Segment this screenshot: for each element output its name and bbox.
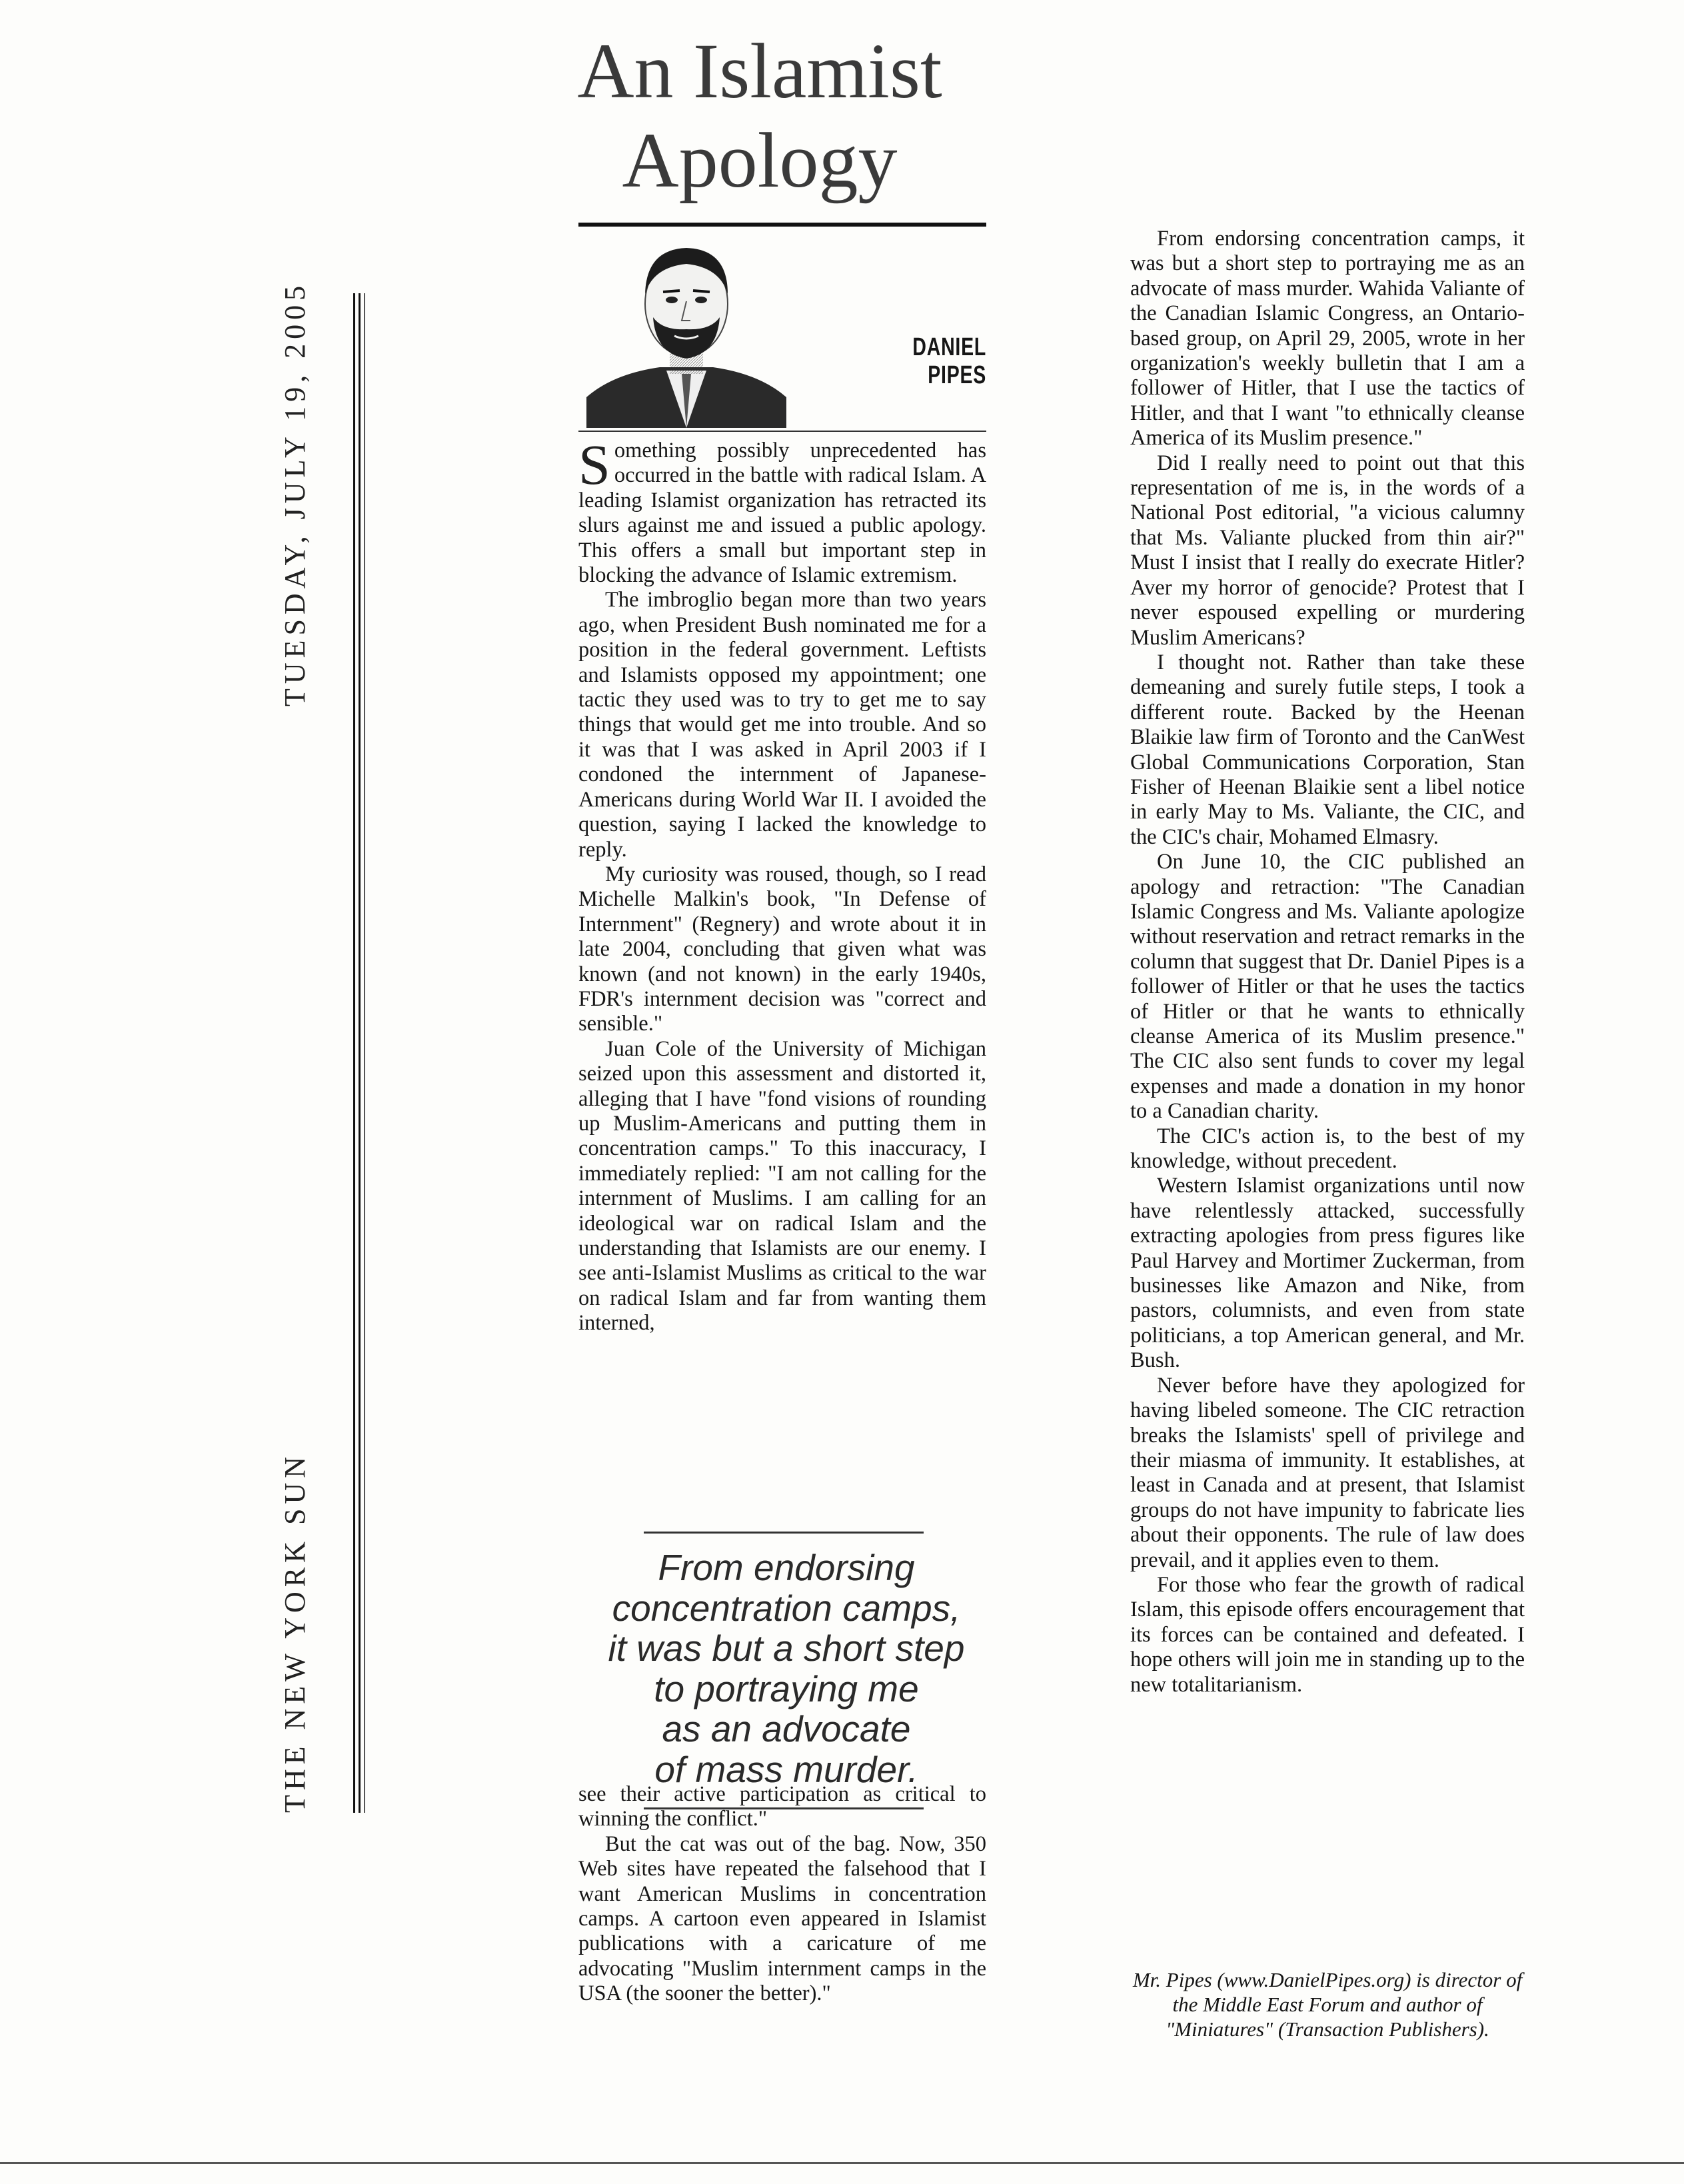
article-paragraph: From endorsing concentration camps, it was but a short step to portraying me as an advocate of mass murder. Wahida Valiante of the Canadian Islamic Congress, an Ontario-based group, on April 29, 2005, wrote in her organization's weekly bulletin that I am a follower of Hitler, that I use the tactics of Hitler, and that I want "to ethnically cleanse America of its Muslim presence.": [1130, 227, 1525, 451]
pull-quote: [586, 1548, 986, 1789]
pullquote-line: it was but a short step: [608, 1628, 965, 1669]
author-portrait: [586, 231, 786, 428]
author-name: [896, 333, 986, 389]
masthead-rule: [359, 293, 361, 1813]
author-first-name: DANIEL: [912, 333, 986, 361]
pullquote-line: of mass murder.: [654, 1748, 918, 1790]
author-portrait-illustration: [586, 231, 786, 428]
article-paragraph: Western Islamist organizations until now have relentlessly attacked, successfully extracting apologies from press figures like Paul Harvey and Mortimer Zuckerman, from businesses like Amazon and Nike, from pastors, columnists, and even from state politicians, a top American general, and Mr. Bush.: [1130, 1174, 1525, 1373]
author-last-name: PIPES: [928, 361, 986, 389]
article-paragraph: I thought not. Rather than take these demeaning and surely futile steps, I took a different route. Backed by the Heenan Blaikie law firm of Toronto and the CanWest Global Communications Corporation, Stan Fisher of Heenan Blaikie sent a libel notice in early May to Ms. Valiante, the CIC, and the CIC's chair, Mohamed Elmasry.: [1130, 650, 1525, 849]
article-paragraph: The CIC's action is, to the best of my knowledge, without precedent.: [1130, 1124, 1525, 1174]
article-paragraph: The imbroglio began more than two years ago, when President Bush nominated me for a position in the federal government. Leftists and Islamists opposed my appointment; one tactic they used was to try to get me to say things that would get me into trouble. And so it was that I was asked in April 2003 if I condoned the internment of Japanese-Americans during World War II. I avoided the question, saying I lacked the knowledge to reply.: [578, 588, 986, 862]
article-paragraph: Juan Cole of the University of Michigan seized upon this assessment and distorted it, alleging that I have "fond visions of rounding up Muslim-Americans and putting them in concentration camps." To this inaccuracy, I immediately replied: "I am not calling for the internment of Muslims. I am calling for an ideological war on radical Islam and the understanding that Islamists are our enemy. I see anti-Islamist Muslims as critical to the war on radical Islam and far from wanting them interned,: [578, 1036, 986, 1336]
article-paragraph: see their active participation as critical to winning the conflict.": [578, 1782, 986, 1831]
paragraph-text: omething possibly unprecedented has occurred in the battle with radical Islam. A leading Islamist organization has retracted its slurs against me and issued a public apology. This offers a small but important step in blocking the advance of Islamic extremism.: [578, 439, 986, 588]
headline: [520, 27, 1000, 205]
article-paragraph: [578, 433, 986, 588]
article-column-1-continued: [578, 1782, 986, 2007]
drop-cap: S: [578, 433, 610, 497]
article-column-1: [578, 433, 986, 1336]
pullquote-line: From endorsing: [658, 1547, 915, 1588]
article-paragraph: On June 10, the CIC published an apology and retraction: "The Canadian Islamic Congress and Ms. Valiante apologize without reservation and retract remarks in the column that suggest that Dr. Daniel Pipes is a follower of Hitler or that he uses the tactics of Hitler or that he wants to ethnically cleanse America of its Muslim presence." The CIC also sent funds to cover my legal expenses and made a donation in my honor to a Canadian charity.: [1130, 850, 1525, 1124]
page-bottom-rule: [0, 2162, 1684, 2164]
headline-line-2: Apology: [622, 117, 898, 204]
headline-line-1: An Islamist: [577, 27, 942, 115]
pullquote-line: as an advocate: [662, 1708, 911, 1749]
article-paragraph: For those who fear the growth of radical Islam, this episode offers encouragement that its forces can be contained and defeated. I hope others will join me in standing up to the new totalitarianism.: [1130, 1572, 1525, 1697]
masthead-paper-wrap: [279, 1452, 353, 1813]
pullquote-top-rule: [644, 1532, 924, 1534]
article-paragraph: Did I really need to point out that this representation of me is, in the words of a National Post editorial, "a vicious calumny that Ms. Valiante plucked from thin air?" Must I insist that I really do execrate Hitler? Aver my horror of genocide? Protest that I never espoused expelling or murdering Muslim Americans?: [1130, 451, 1525, 650]
masthead-date-wrap: [279, 281, 353, 706]
masthead-rule: [364, 293, 365, 1813]
pullquote-line: concentration camps,: [612, 1587, 961, 1629]
masthead-paper-name: THE NEW YORK SUN: [279, 1452, 311, 1813]
pullquote-line: to portraying me: [654, 1667, 919, 1709]
masthead-date: TUESDAY, JULY 19, 2005: [279, 281, 311, 706]
byline-bottom-rule: [578, 431, 986, 432]
byline-top-rule: [578, 223, 986, 227]
article-paragraph: My curiosity was roused, though, so I read Michelle Malkin's book, "In Defense of Internment" (Regnery) and wrote about it in late 2004, concluding that given what was known (and not known) in the early 1940s, FDR's internment decision was "correct and sensible.": [578, 862, 986, 1036]
masthead-sidebar: [279, 281, 393, 1813]
article-paragraph: Never before have they apologized for having libeled someone. The CIC retraction breaks the Islamists' spell of privilege and their miasma of immunity. It establishes, at least in Canada and at present, that Islamist groups do not have impunity to fabricate lies about their opponents. The rule of law does prevail, and it applies even to them.: [1130, 1373, 1525, 1572]
article-paragraph: But the cat was out of the bag. Now, 350 Web sites have repeated the falsehood that I want American Muslims in concentration camps. A cartoon even appeared in Islamist publications with a caricature of me advocating "Muslim internment camps in the USA (the sooner the better).": [578, 1831, 986, 2006]
author-tagline: Mr. Pipes (www.DanielPipes.org) is director of the Middle East Forum and author of "Miniatures" (Transaction Publishers).: [1132, 1968, 1523, 2041]
article-column-2: [1130, 227, 1525, 1697]
masthead-rule: [353, 293, 355, 1813]
